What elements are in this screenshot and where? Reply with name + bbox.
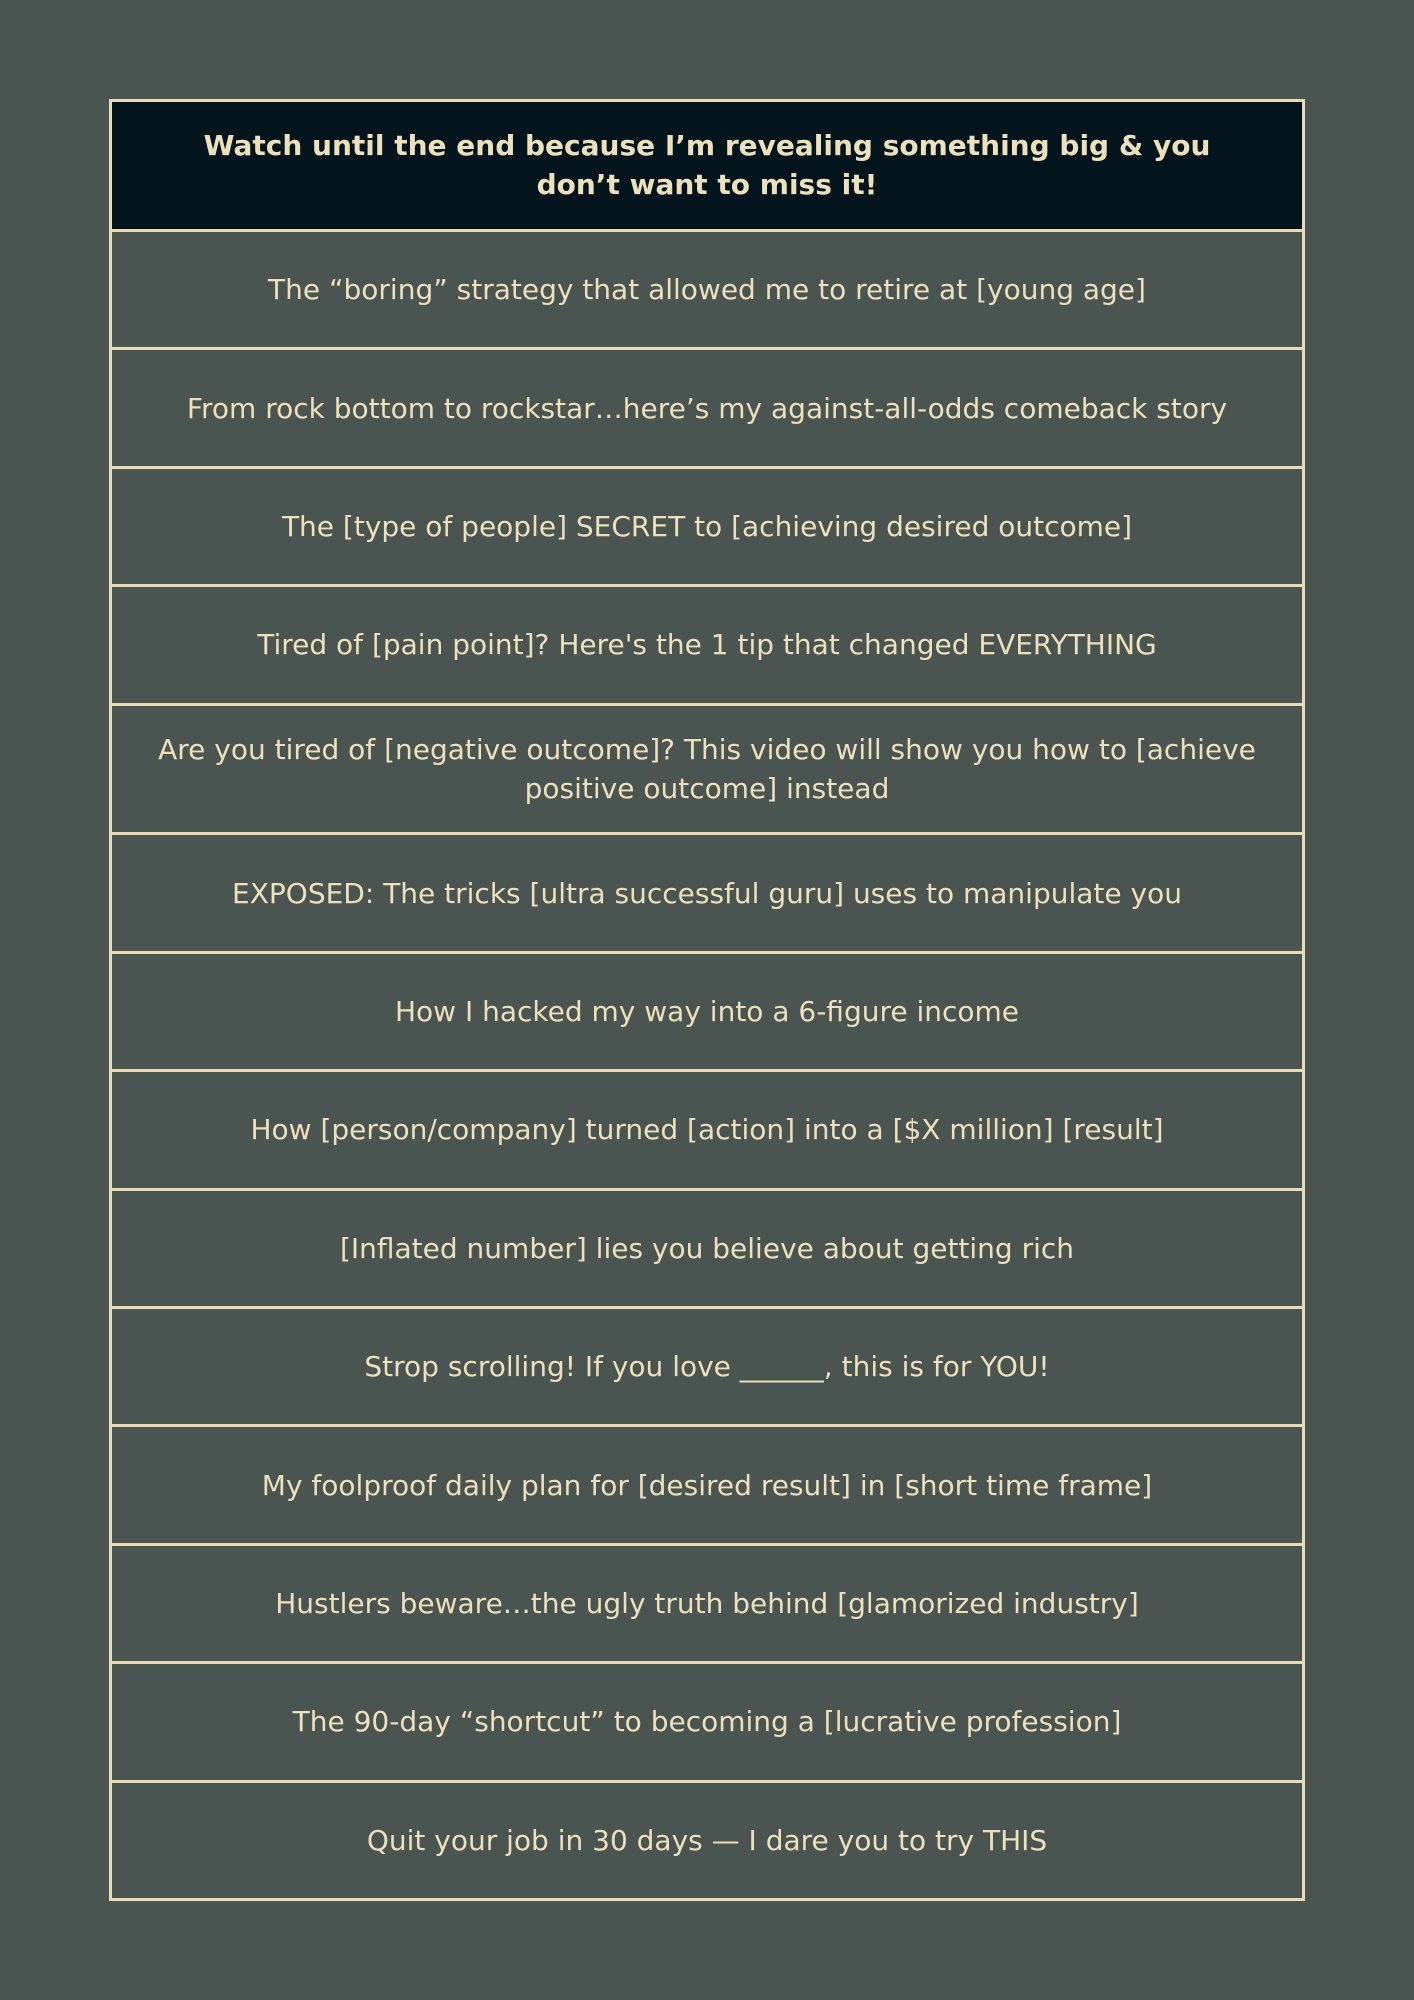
table-row (112, 229, 1302, 347)
row-text: How I hacked my way into a 6-figure income (394, 995, 1020, 1029)
table-row (112, 1780, 1302, 1898)
row-text: The [type of people] SECRET to [achieving desired outcome] (281, 509, 1133, 543)
table-row (112, 1661, 1302, 1779)
table-row (112, 703, 1302, 833)
table-row (112, 1188, 1302, 1306)
row-text: Are you tired of [negative outcome]? This video will show you how to [achieve positive outcome] instead (158, 732, 1256, 805)
table-row (112, 1306, 1302, 1424)
table-row (112, 347, 1302, 465)
row-text: [Inflated number] lies you believe about getting rich (339, 1231, 1075, 1265)
row-text: From rock bottom to rockstar…here’s my against-all-odds comeback story (186, 391, 1228, 425)
table-row (112, 1543, 1302, 1661)
table-row (112, 584, 1302, 702)
row-text: EXPOSED: The tricks [ultra successful guru] uses to manipulate you (232, 876, 1182, 910)
table-row (112, 466, 1302, 584)
row-text: My foolproof daily plan for [desired result] in [short time frame] (261, 1468, 1153, 1502)
table-header (112, 102, 1302, 229)
row-text: Quit your job in 30 days — I dare you to try THIS (366, 1823, 1048, 1857)
table-row (112, 1069, 1302, 1187)
table-row (112, 1424, 1302, 1542)
row-text: How [person/company] turned [action] into a [$X million] [result] (250, 1113, 1164, 1147)
row-text: Tired of [pain point]? Here's the 1 tip that changed EVERYTHING (257, 628, 1157, 662)
table-row (112, 832, 1302, 950)
row-text: Hustlers beware…the ugly truth behind [glamorized industry] (275, 1587, 1139, 1621)
hooks-table (109, 99, 1305, 1901)
row-text: Strop scrolling! If you love ______, this is for YOU! (364, 1350, 1050, 1384)
header-text: Watch until the end because I’m revealing something big & you don’t want to miss it! (203, 129, 1211, 202)
table-row (112, 951, 1302, 1069)
row-text: The 90-day “shortcut” to becoming a [lucrative profession] (292, 1705, 1122, 1739)
row-text: The “boring” strategy that allowed me to retire at [young age] (268, 273, 1146, 307)
